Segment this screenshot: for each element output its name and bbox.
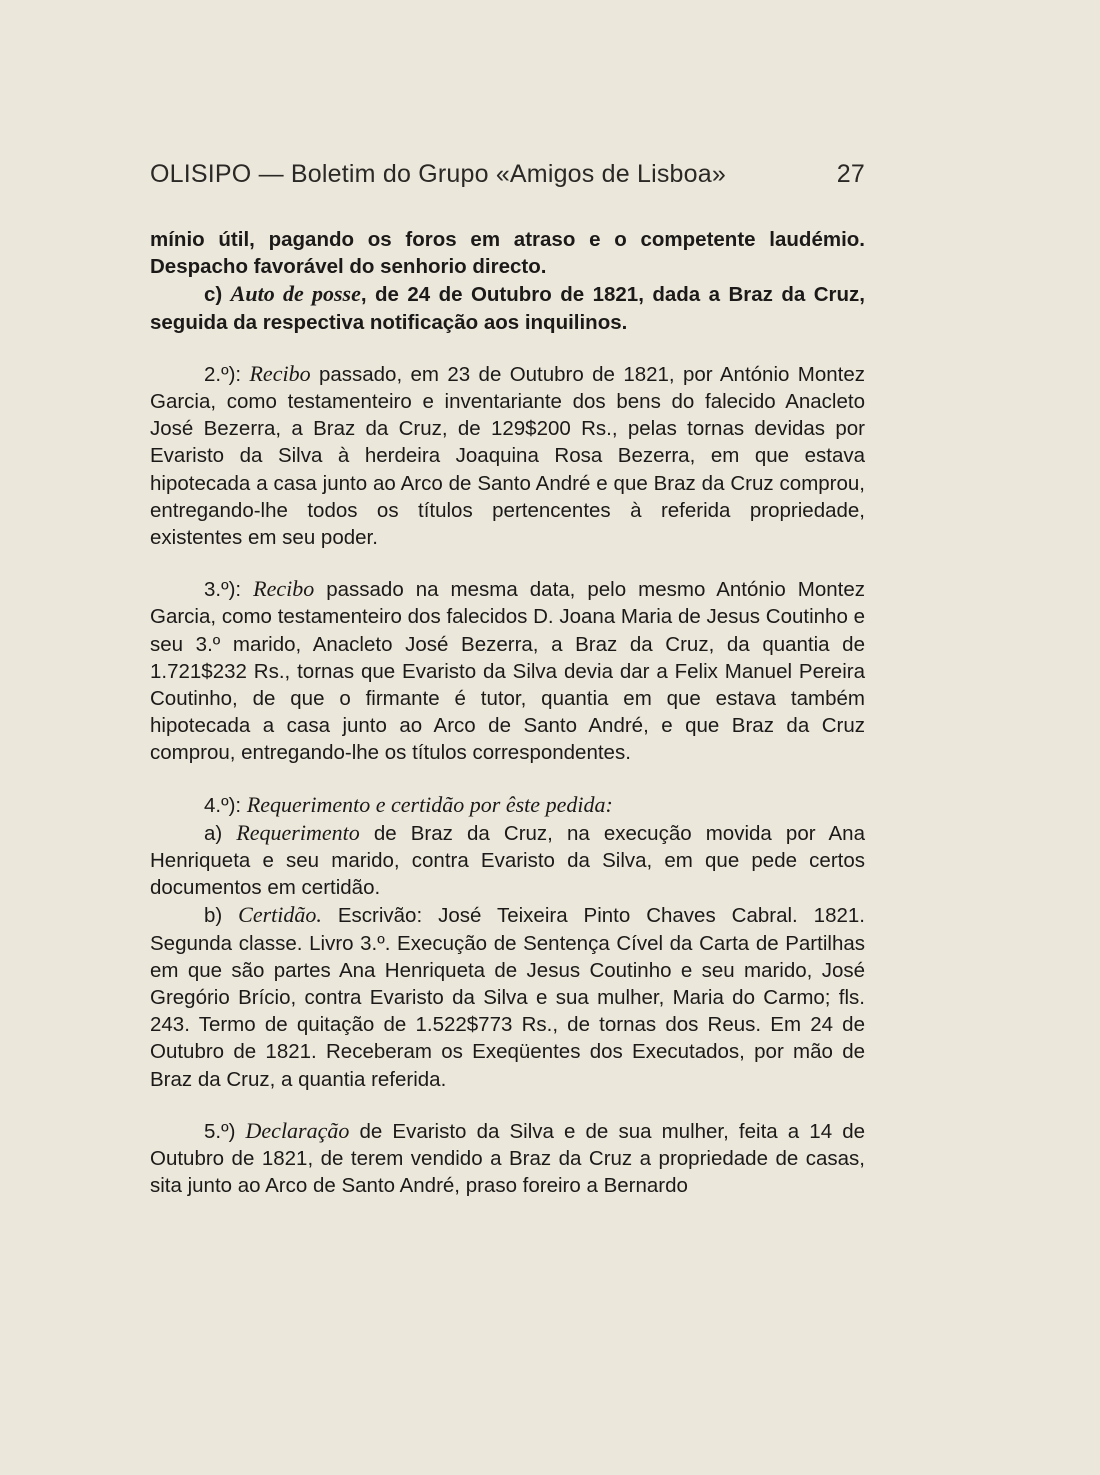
paragraph-text: , de 24 de Outubro de 1821, dada a Braz da Cruz, seguida da respectiva notificação aos inquilinos. (150, 283, 865, 334)
body-text (150, 226, 865, 1200)
paragraph-certidao (150, 901, 865, 1092)
page-number: 27 (836, 159, 865, 188)
paragraph-item-2 (150, 360, 865, 551)
header-title: OLISIPO — Boletim do Grupo «Amigos de Lisboa» (150, 159, 726, 188)
item-label: c) (204, 283, 231, 307)
item-title: Recibo (253, 576, 315, 602)
item-number: 4.º): (204, 793, 247, 817)
paragraph-item-3 (150, 575, 865, 766)
running-header (150, 152, 865, 196)
item-number: 2.º): (204, 362, 250, 386)
paragraph-text: mínio útil, pagando os foros em atraso e o competente laudémio. Despacho favorável do senhorio directo. (150, 228, 865, 279)
item-title: Requerimento (236, 819, 360, 845)
paragraph-text: passado na mesma data, pelo mesmo António Montez Garcia, como testamenteiro dos falecidos D. Joana Maria de Jesus Coutinho e seu 3.º marido, Anacleto José Bezerra, a Braz da Cruz, da quantia de 1.721$232 Rs., tornas que Evaristo da Silva devia dar a Felix Manuel Pereira Coutinho, de que o firmante é tutor, quantia em que estava também hipotecada a casa junto ao Arco de Santo André, e que Braz da Cruz comprou, entregando-lhe os títulos correspondentes. (150, 578, 865, 765)
paragraph-text: passado, em 23 de Outubro de 1821, por António Montez Garcia, como testamenteiro e inventariante dos bens do falecido Anacleto José Bezerra, a Braz da Cruz, de 129$200 Rs., pelas tornas devidas por Evaristo da Silva à herdeira Joaquina Rosa Bezerra, em que estava hipotecada a casa junto ao Arco de Santo André e que Braz da Cruz comprou, entregando-lhe todos os títulos pertencentes à referida propriedade, existentes em seu poder. (150, 362, 865, 550)
paragraph-text: Escrivão: José Teixeira Pinto Chaves Cabral. 1821. Segunda classe. Livro 3.º. Execução de Sentença Cível da Carta de Partilhas em que são partes Ana Henriqueta de Jesus Coutinho e seu marido, José Gregório Brício, contra Evaristo da Silva e sua mulher, Maria do Carmo; fls. 243. Termo de quitação de 1.522$773 Rs., de tornas dos Reus. Em 24 de Outubro de 1821. Receberam os Exeqüentes dos Executados, por mão de Braz da Cruz, a quantia referida. (150, 904, 865, 1091)
paragraph-requerimento (150, 819, 865, 902)
item-label: a) (204, 821, 237, 845)
item-title: Certidão. (238, 902, 322, 928)
paragraph-continuation (150, 226, 865, 280)
item-label: b) (204, 904, 239, 928)
item-number: 3.º): (204, 578, 254, 602)
item-title: Recibo (249, 360, 311, 386)
item-title: Declaração (245, 1117, 350, 1143)
paragraph-auto-de-posse (150, 280, 865, 335)
item-title: Requerimento e certidão por êste pedida: (246, 791, 613, 817)
paragraph-text: de Evaristo da Silva e de sua mulher, feita a 14 de Outubro de 1821, de terem vendido a Braz da Cruz a propriedade de casas, sita junto ao Arco de Santo André, praso foreiro a Bernardo (150, 1119, 866, 1198)
paragraph-item-5 (150, 1117, 865, 1200)
paragraph-item-4 (150, 791, 865, 819)
item-number: 5.º) (204, 1119, 246, 1143)
paragraph-text: de Braz da Cruz, na execução movida por Ana Henriqueta e seu marido, contra Evaristo da Silva, em que pede certos documentos em certidão. (150, 821, 865, 900)
item-title: Auto de posse (230, 281, 361, 307)
